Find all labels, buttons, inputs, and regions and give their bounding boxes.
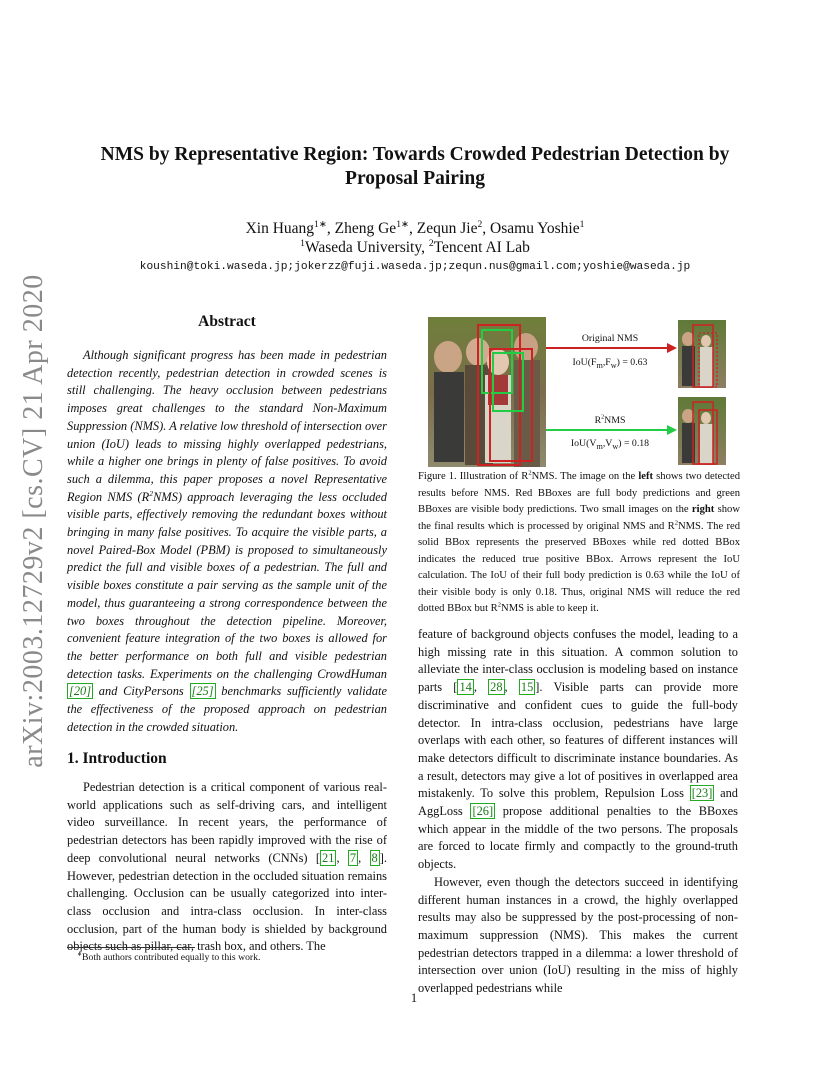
- affiliation-name: Waseda University: [304, 239, 422, 256]
- result-photo-r2nms: [678, 397, 726, 465]
- affiliation-list: $^1$Waseda University, $^2$Tencent AI Lab: [300, 237, 530, 256]
- caption-text: show the final results which is processed by original NMS and R: [418, 504, 740, 532]
- body-paragraph: However, even though the detectors succeed in identifying different human instances in a crowd, the highly overlapped results may also be suppressed by the post-processing of non-maximum suppression (NMS). This makes the current pedestrian detectors trapped in a dilemma: a lower threshold of intersection over union (IoU) resulting in the miss of highly overlapped pedestrians while: [418, 874, 738, 996]
- label-iou-full: [558, 357, 662, 370]
- caption-text: shows two detected results before NMS. Red BBoxes are full body predictions and green BBoxes are visible body predictions. Two small images on the: [418, 471, 740, 515]
- body-text: feature of background objects confuses the model, leading to a high missing rate in this situation. A common solution to alleviate the inter-class occlusion is modeling based on instance parts [: [418, 627, 738, 695]
- caption-text: NMS. The image on the: [531, 471, 639, 482]
- iou-text: IoU(V: [570, 438, 597, 449]
- r2-text: NMS: [604, 415, 626, 426]
- author-emails: koushin@toki.waseda.jp;jokerzz@fuji.waseda.jp;zequn.nus@gmail.com;yoshie@waseda.jp: [139, 261, 691, 273]
- abstract-text-part: benchmarks sufficiently validate the effectiveness of the proposed approach on pedestrian detection in the crowded situation.: [67, 684, 387, 734]
- affiliation-mark: 2: [428, 237, 434, 249]
- figure-1: [418, 317, 741, 467]
- superscript: 2: [497, 601, 502, 609]
- author-block: [70, 219, 760, 257]
- iou-text: IoU(F: [572, 357, 597, 368]
- citation-link[interactable]: 21: [322, 850, 335, 865]
- page-number: 1: [410, 991, 418, 1005]
- label-iou-visible: [558, 438, 662, 451]
- abstract-text-part: Although significant progress has been made in pedestrian detection recently, pedestrian detection in crowded scenes is still challenging. The heavy occlusion between pedestrians imposes great challenges to the standard Non-Maximum Suppression (NMS). A relative low threshold of intersection over union (IoU) leads to missing highly overlapped pedestrians, while a higher one brings in plenty of false positives. To avoid such a dilemma, this paper proposes a novel Representative Region NMS (R: [67, 348, 387, 504]
- footnote-mark: ∗: [77, 951, 83, 958]
- right-column-body: [418, 626, 738, 998]
- citation-link[interactable]: [20]: [69, 684, 92, 699]
- author-mark: 2: [477, 218, 483, 230]
- subscript: m: [596, 441, 603, 451]
- author-list: Xin Huang$^{1∗}$, Zheng $Ge^{1∗}$, Zequn Jie$^2$, Osamu Yoshie$^1$: [245, 218, 585, 237]
- arxiv-id: arXiv:2003.12729v2 [cs.CV] 21 Apr 2020: [18, 273, 49, 768]
- caption-bold: right: [691, 504, 715, 515]
- abstract-text-part: and CityPersons: [93, 684, 190, 699]
- superscript: 2: [674, 518, 678, 526]
- footnote: [67, 952, 397, 964]
- citation-link[interactable]: 8: [371, 850, 378, 865]
- citation-link[interactable]: [25]: [191, 684, 214, 699]
- author-mark: 1: [579, 218, 585, 230]
- caption-bold: left: [638, 471, 654, 482]
- iou-text: ,V: [602, 438, 613, 449]
- body-text: and AggLoss: [418, 786, 738, 819]
- intro-paragraph: Pedestrian detection is a critical component of various real-world applications such as self-driving cars, and intelligent video surveillance. In recent years, the performance of pedestrian detectors has been rapidly improved with the rise of deep convolutional neural networks (CNNs) [ 21 , 7 , 8 ]. However, pedestrian detection in the occluded situation remains challenging. Occlusion can be usually categorized into inter-class occlusion and intra-class occlusion. In inter-class occlusion, part of the human body is shielded by background objects such as pillar, car, trash box, and others. The: [67, 780, 387, 954]
- subscript: w: [610, 360, 617, 370]
- subscript: m: [596, 360, 603, 370]
- superscript: 2: [601, 414, 605, 421]
- superscript: 2: [149, 488, 154, 498]
- section-heading: 1. Introduction: [67, 750, 167, 767]
- author-mark: 1∗: [314, 218, 327, 230]
- figure-caption: [418, 469, 740, 618]
- abstract-heading: Abstract: [198, 313, 256, 330]
- body-text: propose additional penalties to the BBoxes which appear in the middle of the two persons. The proposals are forced to locate firmly and compactly to the ground-truth objects.: [418, 804, 738, 872]
- intro-text-part: ]. However, pedestrian detection in the occluded situation remains challenging. Occlusion can be usually categorized into inter-class occlusion and intra-class occlusion. In inter-class occlusion, part of the human body is shielded by background objects such as pillar, car, trash box, and others. The: [67, 850, 387, 954]
- body-text: ]. Visible parts can provide more discriminative and confident cues to guide the full-body detector. In intra-class occlusion, pedestrians have large overlaps with each other, so features of different instances will make detectors difficult to discriminate instance boundaries. As a result, detectors may give a lot of positives in overlapped area mistakenly. To solve this problem, Repulsion Loss: [418, 680, 739, 801]
- title-line-1: NMS by Representative Region: Towards Crowded Pedestrian Detection by: [100, 144, 730, 165]
- body-paragraph: feature of background objects confuses the model, leading to a high missing rate in this situation. A common solution to alleviate the inter-class occlusion is modeling based on instance parts [ 14 , 28 , 15 ]. Visible parts can provide more discriminative and confident cues to guide the full-body detector. In intra-class occlusion, pedestrians have large overlaps with each other, so features of different instances will make detectors difficult to discriminate instance boundaries. As a result, detectors may give a lot of positives in overlapped area mistakenly. To solve this problem, Repulsion Loss [23] and AggLoss [26] propose additional penalties to the BBoxes which appear in the middle of the two persons. The proposals are forced to locate firmly and compactly to the ground-truth objects.: [418, 627, 739, 872]
- citation-link[interactable]: 28: [490, 680, 503, 695]
- intro-text-part: Pedestrian detection is a critical component of various real-world applications such as self-driving cars, and intelligent video surveillance. In recent years, the performance of pedestrian detectors has been rapidly improved with the rise of deep convolutional neural networks (CNNs) [: [67, 780, 387, 865]
- footnote-text: Both authors contributed equally to this work.: [82, 952, 261, 963]
- iou-value: ) = 0.18: [618, 438, 650, 449]
- abstract-text-part: NMS) approach leveraging the less occluded visible parts, effectively removing the redundant boxes without bringing in many false positives. To acquire the visible parts, a novel Paired-Box Model (PBM) is proposed to simultaneously predict the full and visible boxes of a pedestrian. The full and visible boxes constitute a pair serving as the sample unit of the model, thus guaranteeing a strong correspondence between the two boxes throughout the detection pipeline. Moreover, convenient feature integration of the two boxes is allowed for the better performance on both full and visible pedestrian detection tasks. Experiments on the challenging CrowdHuman: [67, 489, 387, 681]
- affiliation-mark: 1: [300, 237, 305, 249]
- superscript: 2: [528, 469, 532, 477]
- iou-text: ,F: [602, 357, 611, 368]
- result-photo-original-nms: [678, 320, 726, 388]
- label-r2nms: [560, 415, 660, 426]
- author-name: Zheng Ge: [334, 220, 397, 237]
- subscript: w: [612, 441, 619, 451]
- author-name: Osamu Yoshie: [490, 220, 580, 237]
- label-original-nms: Original NMS: [581, 333, 639, 344]
- citation-link[interactable]: [26]: [472, 804, 494, 819]
- arxiv-sidebar: [10, 273, 58, 768]
- caption-text: Figure 1. Illustration of R: [418, 471, 529, 482]
- title-line-2: Proposal Pairing: [345, 168, 485, 189]
- affiliation-name: Tencent AI Lab: [433, 239, 530, 256]
- r2-text: R: [594, 415, 602, 426]
- abstract-text: [67, 347, 387, 736]
- citation-link[interactable]: 15: [520, 680, 534, 695]
- footnote-rule: [67, 947, 195, 948]
- caption-text: NMS is able to keep it.: [501, 603, 599, 614]
- iou-value: ) = 0.63: [616, 357, 648, 368]
- author-name: Xin Huang: [245, 220, 315, 237]
- citation-link[interactable]: [23]: [691, 786, 713, 801]
- author-mark: 1∗: [396, 218, 410, 230]
- citation-link[interactable]: 7: [349, 850, 357, 865]
- caption-text: NMS. The red solid BBox represents the preserved BBoxes while red dotted BBox indicates the reduced true positive BBox. Arrows represent the IoU calculation. The IoU of their full body prediction is 0.63 while the IoU of their visible body is only 0.18. Thus, original NMS will reduce the red dotted BBox but R: [418, 520, 740, 614]
- paper-title: [70, 143, 760, 191]
- citation-link[interactable]: 14: [459, 680, 472, 695]
- main-photo: [428, 317, 546, 467]
- author-name: Zequn Jie: [416, 220, 478, 237]
